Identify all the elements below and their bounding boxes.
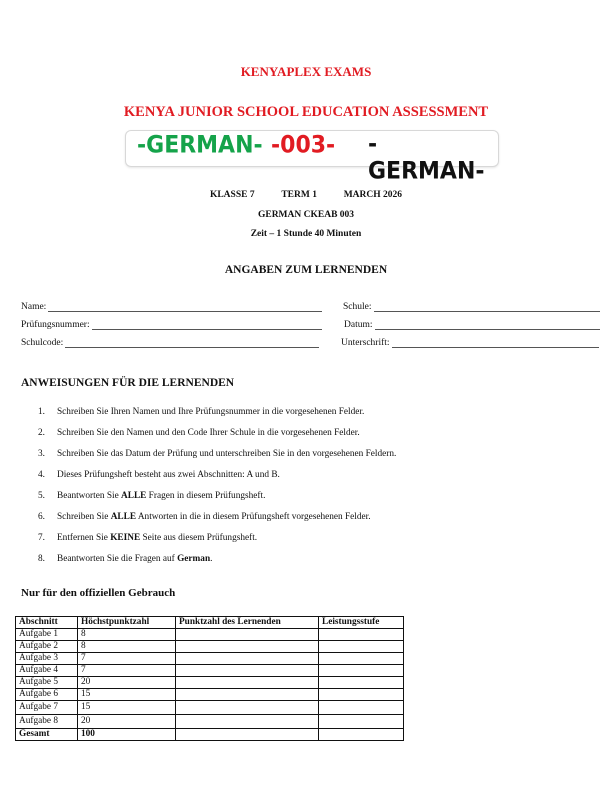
table-row: Aufgabe 8 20 bbox=[16, 715, 404, 729]
publisher-title: KENYAPLEX EXAMS bbox=[240, 64, 372, 79]
instruction-item: 3. Schreiben Sie das Datum der Prüfung und unterschreiben Sie in den vorgesehenen Feldern. bbox=[38, 449, 397, 459]
table-row: Aufgabe 6 15 bbox=[16, 689, 404, 701]
table-row: Aufgabe 1 8 bbox=[16, 629, 404, 641]
banner-subject-right: - GERMAN- bbox=[368, 131, 485, 185]
score-cell[interactable] bbox=[176, 677, 319, 689]
assessment-title: KENYA JUNIOR SCHOOL EDUCATION ASSESSMENT bbox=[123, 104, 489, 120]
level-cell[interactable] bbox=[319, 701, 404, 715]
school-field[interactable] bbox=[343, 302, 600, 312]
col-max-points: Höchstpunktzahl bbox=[78, 617, 176, 629]
signature-label: Unterschrift: bbox=[341, 338, 390, 348]
score-cell[interactable] bbox=[176, 629, 319, 641]
table-row: Aufgabe 7 15 bbox=[16, 701, 404, 715]
score-cell[interactable] bbox=[176, 715, 319, 729]
score-table-header bbox=[16, 617, 404, 629]
exam-number-input-line[interactable] bbox=[92, 320, 322, 330]
term-label: TERM 1 bbox=[281, 190, 317, 200]
banner-subject-left: -GERMAN- bbox=[137, 132, 263, 159]
level-cell[interactable] bbox=[319, 715, 404, 729]
signature-input-line[interactable] bbox=[392, 338, 599, 348]
signature-field[interactable] bbox=[341, 338, 599, 348]
table-row: Aufgabe 4 7 bbox=[16, 665, 404, 677]
school-input-line[interactable] bbox=[374, 302, 601, 312]
school-code-input-line[interactable] bbox=[65, 338, 319, 348]
date-label: Datum: bbox=[344, 320, 373, 330]
exam-number-field[interactable] bbox=[21, 320, 322, 330]
instruction-item: 6. Schreiben Sie ALLE Antworten in die in diesem Prüfungsheft vorgesehenen Felder. bbox=[38, 512, 371, 522]
name-input-line[interactable] bbox=[48, 302, 322, 312]
score-table bbox=[15, 616, 404, 741]
score-cell[interactable] bbox=[176, 665, 319, 677]
score-cell[interactable] bbox=[176, 701, 319, 715]
school-code-label: Schulcode: bbox=[21, 338, 64, 348]
total-row: Gesamt 100 bbox=[16, 729, 404, 741]
paper-code: GERMAN CKEAB 003 bbox=[257, 210, 355, 220]
instruction-item: 2. Schreiben Sie den Namen und den Code Ihrer Schule in die vorgesehenen Felder. bbox=[38, 428, 360, 438]
table-row: Aufgabe 3 7 bbox=[16, 653, 404, 665]
col-abschnitt: Abschnitt bbox=[16, 617, 78, 629]
banner-paper-number: -003- bbox=[271, 132, 336, 159]
level-cell[interactable] bbox=[319, 665, 404, 677]
exam-duration: Zeit – 1 Stunde 40 Minuten bbox=[250, 229, 362, 239]
grade-label: KLASSE 7 bbox=[209, 190, 255, 200]
score-cell[interactable] bbox=[176, 689, 319, 701]
level-cell[interactable] bbox=[319, 629, 404, 641]
total-score-cell[interactable] bbox=[176, 729, 319, 741]
school-label: Schule: bbox=[343, 302, 372, 312]
subject-banner bbox=[125, 130, 499, 185]
exam-number-label: Prüfungsnummer: bbox=[21, 320, 90, 330]
name-field[interactable] bbox=[21, 302, 322, 312]
instruction-item: 1. Schreiben Sie Ihren Namen und Ihre Prüfungsnummer in die vorgesehenen Felder. bbox=[38, 407, 365, 417]
score-cell[interactable] bbox=[176, 641, 319, 653]
total-level-cell[interactable] bbox=[319, 729, 404, 741]
exam-date: MARCH 2026 bbox=[343, 190, 403, 200]
table-row: Aufgabe 2 8 bbox=[16, 641, 404, 653]
instruction-item: 7. Entfernen Sie KEINE Seite aus diesem Prüfungsheft. bbox=[38, 533, 258, 543]
date-input-line[interactable] bbox=[375, 320, 601, 330]
level-cell[interactable] bbox=[319, 689, 404, 701]
level-cell[interactable] bbox=[319, 677, 404, 689]
date-field[interactable] bbox=[344, 320, 600, 330]
learner-info-heading: ANGABEN ZUM LERNENDEN bbox=[224, 264, 388, 276]
col-learner-score: Punktzahl des Lernenden bbox=[176, 617, 319, 629]
instruction-item: 5. Beantworten Sie ALLE Fragen in diesem Prüfungsheft. bbox=[38, 491, 266, 501]
instruction-item: 4. Dieses Prüfungsheft besteht aus zwei Abschnitten: A und B. bbox=[38, 470, 280, 480]
score-cell[interactable] bbox=[176, 653, 319, 665]
name-label: Name: bbox=[21, 302, 47, 312]
col-performance-level: Leistungsstufe bbox=[319, 617, 404, 629]
instruction-item: 8. Beantworten Sie die Fragen auf German. bbox=[38, 554, 213, 564]
school-code-field[interactable] bbox=[21, 338, 319, 348]
exam-meta-line bbox=[0, 190, 612, 200]
level-cell[interactable] bbox=[319, 653, 404, 665]
level-cell[interactable] bbox=[319, 641, 404, 653]
official-use-heading: Nur für den offiziellen Gebrauch bbox=[21, 587, 176, 599]
table-row: Aufgabe 5 20 bbox=[16, 677, 404, 689]
instructions-heading: ANWEISUNGEN FÜR DIE LERNENDEN bbox=[21, 377, 235, 389]
